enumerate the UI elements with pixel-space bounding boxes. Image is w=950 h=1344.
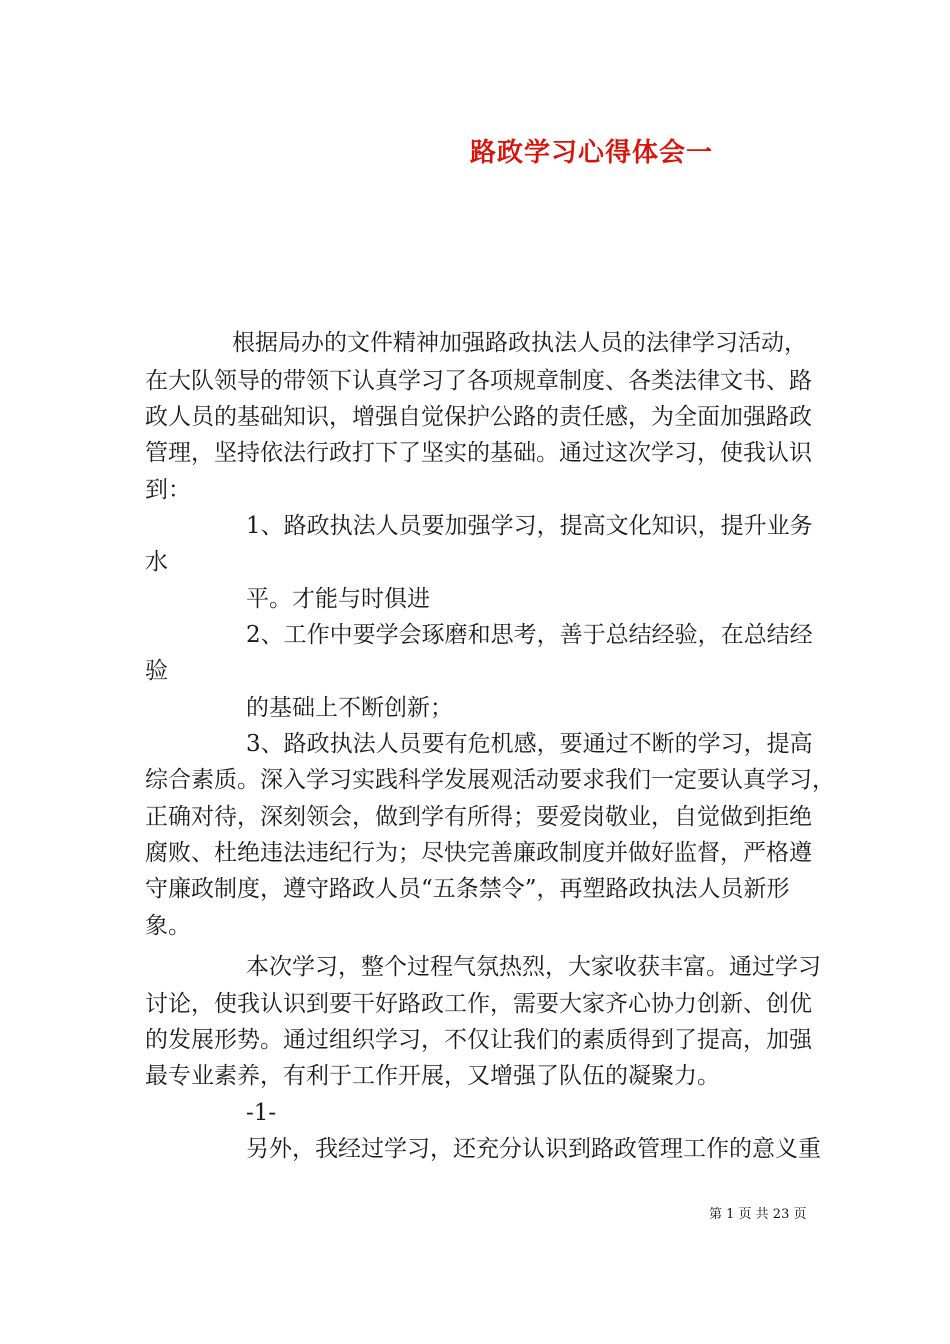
list-item-2: 2、工作中要学会琢磨和思考，善于总结经验，在总结经	[246, 622, 813, 648]
body-line: 到：	[145, 477, 191, 503]
body-line: 本次学习，整个过程气氛热烈，大家收获丰富。通过学习	[246, 954, 821, 980]
body-line: 综合素质。深入学习实践科学发展观活动要求我们一定要认真学习，	[145, 767, 835, 793]
body-line: 正确对待，深刻领会，做到学有所得；要爱岗敬业，自觉做到拒绝	[145, 804, 812, 830]
body-line: 腐败、杜绝违法违纪行为；尽快完善廉政制度并做好监督，严格遵	[145, 840, 812, 866]
body-line: 另外，我经过学习，还充分认识到路政管理工作的意义重	[246, 1136, 821, 1162]
body-line: 验	[145, 658, 168, 684]
body-line: 平。才能与时俱进	[246, 586, 430, 612]
body-line: 象。	[145, 913, 191, 939]
document-title: 路政学习心得体会一	[470, 138, 714, 168]
body-line: 守廉政制度，遵守路政人员“五条禁令”，再塑路政执法人员新形	[145, 876, 790, 902]
list-item-1: 1、路政执法人员要加强学习，提高文化知识，提升业务	[246, 513, 813, 539]
body-line: 的发展形势。通过组织学习，不仅让我们的素质得到了提高，加强	[145, 1027, 812, 1053]
body-line: 的基础上不断创新；	[246, 695, 453, 721]
page-footer: 第 1 页 共 23 页	[709, 1207, 807, 1222]
body-line: 最专业素养，有利于工作开展，又增强了队伍的凝聚力。	[145, 1063, 720, 1089]
body-line: 管理，坚持依法行政打下了坚实的基础。通过这次学习，使我认识	[145, 440, 812, 466]
body-line: 水	[145, 549, 168, 575]
body-line: 政人员的基础知识，增强自觉保护公路的责任感，为全面加强路政	[145, 404, 812, 430]
body-line: 在大队领导的带领下认真学习了各项规章制度、各类法律文书、路	[145, 368, 812, 394]
list-item-3: 3、路政执法人员要有危机感，要通过不断的学习，提高	[246, 731, 813, 757]
body-line: 根据局办的文件精神加强路政执法人员的法律学习活动，	[232, 330, 807, 356]
body-line: 讨论，使我认识到要干好路政工作，需要大家齐心协力创新、创优	[145, 991, 812, 1017]
page-number-inline: -1-	[246, 1100, 277, 1126]
